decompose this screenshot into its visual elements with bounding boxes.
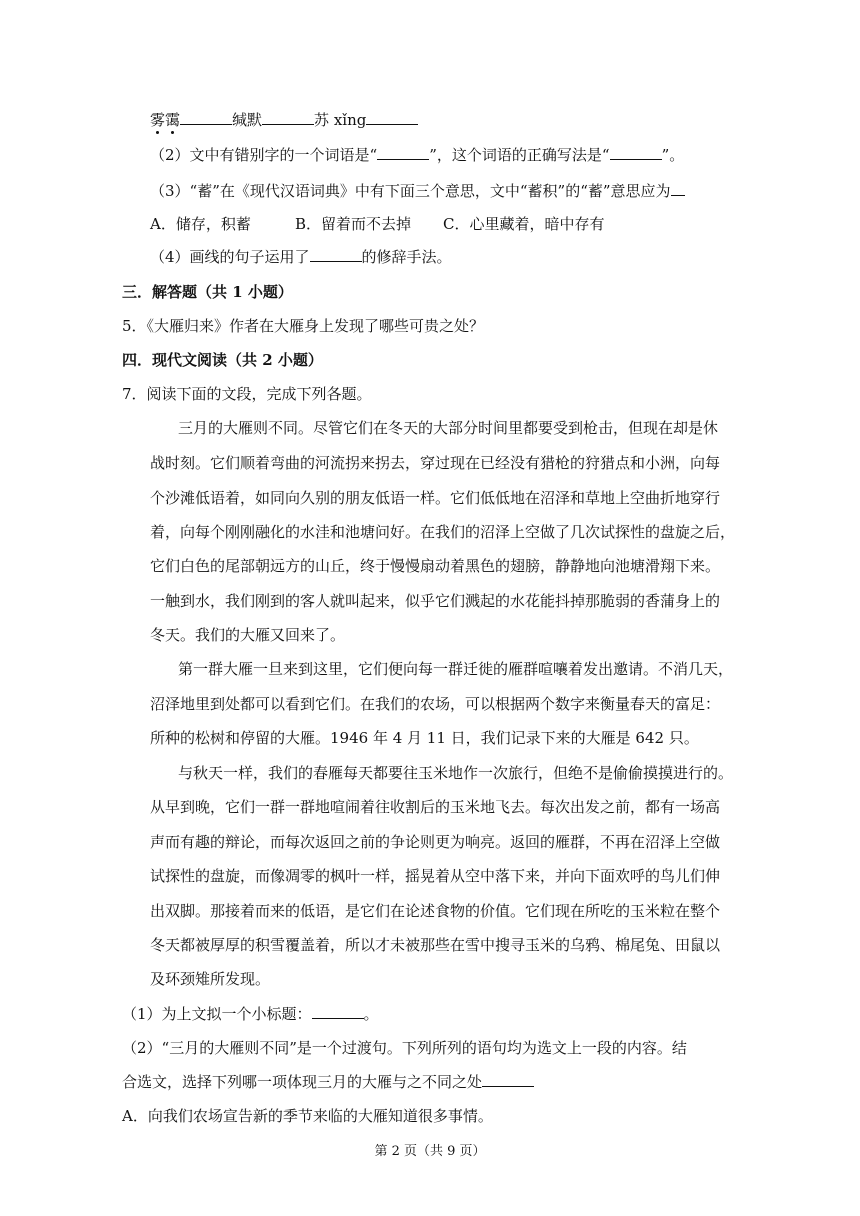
passage-line: 沼泽地里到处都可以看到它们。在我们的农场，可以根据两个数字来衡量春天的富足：	[150, 695, 721, 713]
answer-blank[interactable]	[671, 181, 685, 196]
q2-text: ”。	[661, 146, 685, 164]
passage-line: 着，向每个刚刚融化的水洼和池塘问好。在我们的沼泽上空做了几次试探性的盘旋之后，	[150, 523, 736, 541]
answer-blank[interactable]	[310, 247, 362, 262]
passage-line: 它们白色的尾部朝远方的山丘，终于慢慢扇动着黑色的翅膀，静静地向池塘滑翔下来。	[150, 557, 721, 575]
q7-1-text: （1）为上文拟一个小标题：	[122, 1005, 312, 1023]
q4-line	[150, 247, 452, 267]
q2-text: （2）文中有错别字的一个词语是“	[150, 146, 378, 164]
answer-blank[interactable]	[482, 1072, 534, 1087]
q1-fill-line	[150, 110, 418, 130]
passage-line: 冬天都被厚厚的积雪覆盖着，所以才未被那些在雪中搜寻玉米的乌鸦、棉尾兔、田鼠以	[150, 936, 721, 954]
page-footer: 第 2 页（共 9 页）	[374, 1144, 486, 1159]
answer-blank[interactable]	[262, 110, 314, 125]
q7-1-line	[122, 1004, 379, 1024]
q3-option-c[interactable]: C．心里藏着，暗中存有	[443, 215, 605, 233]
q4-text: 的修辞手法。	[361, 248, 452, 266]
passage-line: 三月的大雁则不同。尽管它们在冬天的大部分时间里都要受到枪击，但现在却是休	[178, 419, 719, 437]
passage-line: 一触到水，我们刚到的客人就叫起来，似乎它们溅起的水花能抖掉那脆弱的香蒲身上的	[150, 592, 721, 610]
passage-line: 出双脚。那接着而来的低语，是它们在论述食物的价值。它们现在所吃的玉米粒在整个	[150, 902, 721, 920]
answer-blank[interactable]	[366, 110, 418, 125]
q7-1-text: 。	[363, 1005, 379, 1023]
passage-line: 及环颈雉所发现。	[150, 970, 271, 988]
passage-line: 所种的松树和停留的大雁。1946 年 4 月 11 日，我们记录下来的大雁是 642 只。	[150, 729, 699, 747]
q7-2-text: 合选文，选择下列哪一项体现三月的大雁与之不同之处	[122, 1073, 483, 1091]
passage-line: 个沙滩低语着，如同向久别的朋友低语一样。它们低低地在沼泽和草地上空曲折地穿行	[150, 489, 721, 507]
q7-intro: 7．阅读下面的文段，完成下列各题。	[122, 385, 372, 403]
passage-line: 冬天。我们的大雁又回来了。	[150, 626, 346, 644]
q2-text: ”，这个词语的正确写法是“	[429, 146, 610, 164]
passage-line: 第一群大雁一旦来到这里，它们便向每一群迁徙的雁群喧嚷着发出邀请。不消几天，	[178, 660, 734, 678]
word-jianmo: 缄默	[232, 111, 263, 129]
q3-option-b[interactable]: B．留着而不去掉	[295, 215, 412, 233]
passage-line: 声而有趣的辩论，而每次返回之前的争论则更为响亮。返回的雁群，不再在沼泽上空做	[150, 833, 721, 851]
q3-text: （3）“蓄”在《现代汉语词典》中有下面三个意思，文中“蓄积”的“蓄”意思应为	[150, 182, 671, 200]
passage-line: 与秋天一样，我们的春雁每天都要往玉米地作一次旅行，但绝不是偷偷摸摸进行的。	[178, 764, 734, 782]
answer-blank[interactable]	[377, 145, 429, 160]
q7-2-line	[122, 1072, 534, 1092]
answer-blank[interactable]	[312, 1004, 364, 1019]
q4-text: （4）画线的句子运用了	[150, 248, 310, 266]
q3-options	[150, 214, 604, 234]
answer-blank[interactable]	[180, 110, 232, 125]
q7-2-option-a[interactable]: A．向我们农场宣告新的季节来临的大雁知道很多事情。	[122, 1107, 493, 1125]
word-suxing: 苏 xǐng	[314, 111, 367, 129]
section-title: 四．现代文阅读（共 2 小题）	[122, 351, 323, 369]
q7-2-line: （2）“三月的大雁则不同”是一个过渡句。下列所列的语句均为选文上一段的内容。结	[122, 1039, 687, 1057]
passage-line: 试探性的盘旋，而像凋零的枫叶一样，摇晃着从空中落下来，并向下面欢呼的鸟儿们伸	[150, 867, 721, 885]
section-title: 三．解答题（共 1 小题）	[122, 283, 293, 301]
q5-text: 5．《大雁归来》作者在大雁身上发现了哪些可贵之处？	[122, 317, 485, 335]
passage-line: 战时刻。它们顺着弯曲的河流拐来拐去，穿过现在已经没有猎枪的狩猎点和小洲，向每	[150, 454, 721, 472]
char-ai: 霭	[165, 111, 181, 129]
q3-option-a[interactable]: A．储存，积蓄	[150, 215, 251, 233]
passage-line: 从早到晚，它们一群一群地喧闹着往收割后的玉米地飞去。每次出发之前，都有一场高	[150, 798, 721, 816]
q2-line	[150, 145, 684, 165]
answer-blank[interactable]	[610, 145, 662, 160]
char-wu: 雾	[150, 111, 166, 129]
q3-line	[150, 181, 685, 201]
